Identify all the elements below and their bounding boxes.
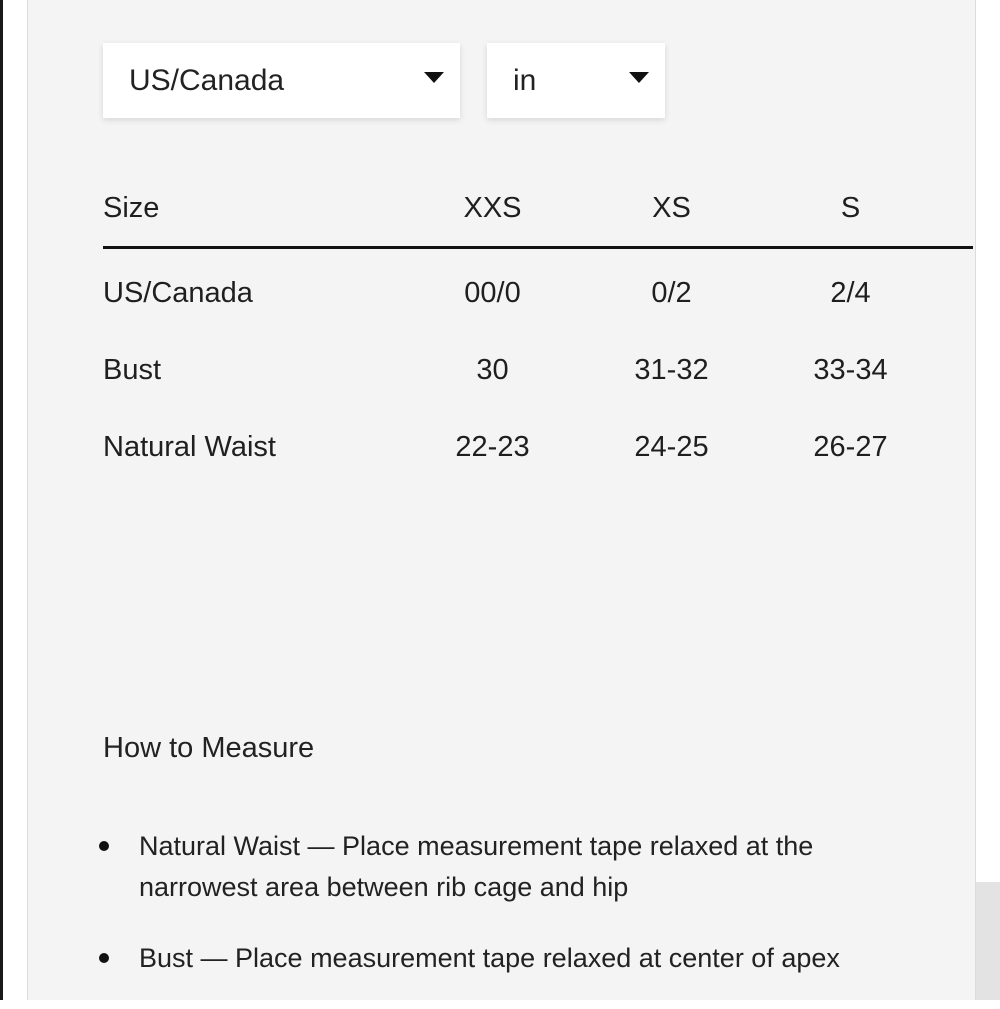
table-cell: 0/2	[651, 277, 692, 309]
chevron-down-icon	[424, 72, 444, 83]
table-row	[103, 332, 973, 409]
table-cell: 30	[476, 354, 509, 386]
table-cell: 2/4	[830, 277, 871, 309]
header-size: Size	[103, 170, 403, 248]
header-s: S	[761, 170, 940, 248]
bullet-icon	[99, 841, 109, 851]
table-cell: 26-27	[813, 431, 888, 463]
how-to-measure-heading: How to Measure	[103, 732, 315, 764]
region-select-value: US/Canada	[129, 63, 285, 97]
table-cell: 33-34	[813, 354, 888, 386]
measure-instructions-list	[103, 826, 923, 1009]
table-cell: 22-23	[455, 431, 530, 463]
chevron-down-icon	[629, 72, 649, 83]
table-cell: 24-25	[634, 431, 709, 463]
table-row	[103, 248, 973, 333]
size-chart-table	[103, 170, 973, 486]
table-cell: 31-32	[634, 354, 709, 386]
row-label: Bust	[103, 354, 162, 386]
list-item	[103, 938, 923, 979]
row-label: Natural Waist	[103, 431, 276, 463]
header-xs: XS	[582, 170, 761, 248]
list-item	[103, 826, 923, 908]
bullet-icon	[99, 953, 109, 963]
table-row	[103, 409, 973, 486]
instruction-text: Bust — Place measurement tape relaxed at center of apex	[139, 943, 840, 973]
region-select[interactable]	[103, 43, 460, 118]
table-cell: 00/0	[464, 277, 521, 309]
header-xxs: XXS	[403, 170, 582, 248]
row-label: US/Canada	[103, 277, 253, 309]
left-window-edge	[0, 0, 3, 1000]
table-header-row	[103, 170, 973, 248]
scroll-track[interactable]	[976, 882, 1000, 1000]
unit-select[interactable]	[487, 43, 665, 118]
unit-select-value: in	[513, 63, 537, 97]
instruction-text: Natural Waist — Place measurement tape relaxed at the narrowest area between rib cage and hip	[139, 831, 814, 902]
header-spacer	[940, 170, 973, 248]
